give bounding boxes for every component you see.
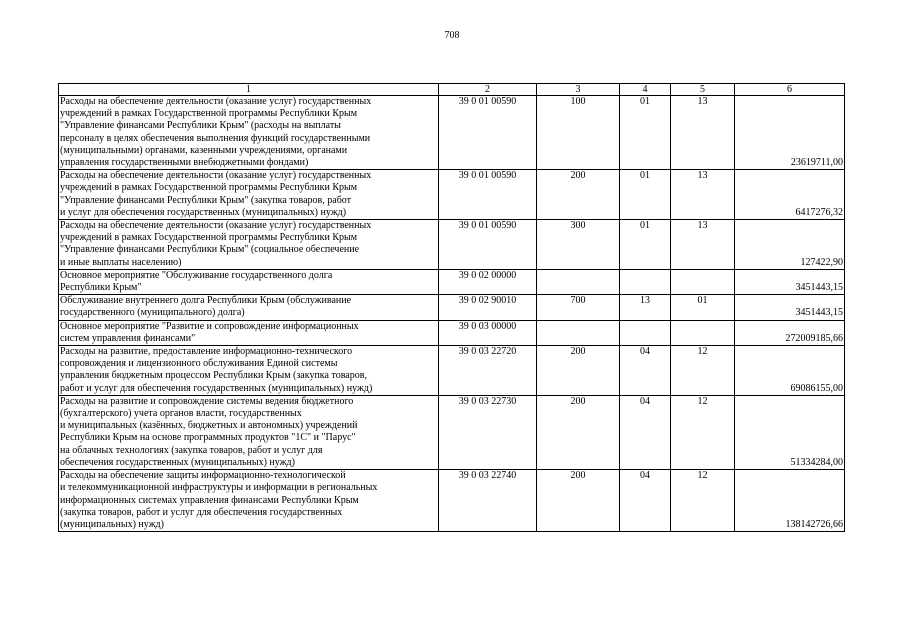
row-section: 04 <box>620 346 671 396</box>
header-col-4: 4 <box>620 84 671 96</box>
row-section: 04 <box>620 470 671 532</box>
table-row <box>59 470 845 532</box>
row-description: Расходы на обеспечение деятельности (оказание услуг) государственных учреждений в рамках Государственной программы Республики Крым "Управление финансами Республики Крым" (расходы на выплаты персоналу в целях обеспечения выполнения функций государственными (муниципальными) органами, казенными учреждениями, органами управления государственными внебюджетными фондами) <box>59 96 439 170</box>
row-expense-type: 200 <box>537 346 620 396</box>
row-section: 01 <box>620 220 671 270</box>
row-target-code: 39 0 03 22720 <box>439 346 537 396</box>
table-row <box>59 170 845 220</box>
row-amount: 51334284,00 <box>735 395 845 469</box>
row-expense-type: 300 <box>537 220 620 270</box>
row-section: 13 <box>620 295 671 320</box>
header-col-2: 2 <box>439 84 537 96</box>
row-subsection: 01 <box>671 295 735 320</box>
row-subsection: 12 <box>671 346 735 396</box>
row-subsection: 12 <box>671 470 735 532</box>
table-row <box>59 320 845 345</box>
row-amount: 6417276,32 <box>735 170 845 220</box>
table-header-row <box>59 84 845 96</box>
table-row <box>59 269 845 294</box>
row-amount: 272009185,66 <box>735 320 845 345</box>
row-amount: 127422,90 <box>735 220 845 270</box>
row-expense-type <box>537 269 620 294</box>
row-description: Расходы на обеспечение защиты информационно-технологической и телекоммуникационной инфраструктуры и информации в региональных информационных системах управления финансами Республики Крым (закупка товаров, работ и услуг для обеспечения государственных (муниципальных) нужд) <box>59 470 439 532</box>
row-description: Расходы на обеспечение деятельности (оказание услуг) государственных учреждений в рамках Государственной программы Республики Крым "Управление финансами Республики Крым" (закупка товаров, работ и услуг для обеспечения государственных (муниципальных) нужд) <box>59 170 439 220</box>
row-amount: 69086155,00 <box>735 346 845 396</box>
row-section <box>620 320 671 345</box>
row-amount: 3451443,15 <box>735 269 845 294</box>
page-number: 708 <box>444 30 460 41</box>
row-target-code: 39 0 02 00000 <box>439 269 537 294</box>
row-subsection: 12 <box>671 395 735 469</box>
row-expense-type: 200 <box>537 170 620 220</box>
row-section <box>620 269 671 294</box>
table-row <box>59 96 845 170</box>
row-description: Основное мероприятие "Развитие и сопровождение информационных систем управления финансами" <box>59 320 439 345</box>
row-expense-type <box>537 320 620 345</box>
row-section: 01 <box>620 170 671 220</box>
row-description: Расходы на развитие и сопровождение системы ведения бюджетного (бухгалтерского) учета органов власти, государственных и муниципальных (казённых, бюджетных и автономных) учреждений Республики Крым на основе программных продуктов "1С" и "Парус" на облачных технологиях (закупка товаров, работ и услуг для обеспечения государственных (муниципальных) нужд) <box>59 395 439 469</box>
row-subsection: 13 <box>671 220 735 270</box>
row-expense-type: 200 <box>537 395 620 469</box>
table-row <box>59 346 845 396</box>
row-target-code: 39 0 01 00590 <box>439 220 537 270</box>
header-col-6: 6 <box>735 84 845 96</box>
row-expense-type: 200 <box>537 470 620 532</box>
row-amount: 23619711,00 <box>735 96 845 170</box>
row-description: Расходы на развитие, предоставление информационно-технического сопровождения и лицензионного обслуживания Единой системы управления бюджетным процессом Республики Крым (закупка товаров, работ и услуг для обеспечения государственных (муниципальных) нужд) <box>59 346 439 396</box>
row-section: 04 <box>620 395 671 469</box>
row-subsection <box>671 320 735 345</box>
row-target-code: 39 0 02 90010 <box>439 295 537 320</box>
table-row <box>59 220 845 270</box>
row-target-code: 39 0 01 00590 <box>439 96 537 170</box>
header-col-3: 3 <box>537 84 620 96</box>
budget-table <box>58 83 845 532</box>
header-col-1: 1 <box>59 84 439 96</box>
row-description: Расходы на обеспечение деятельности (оказание услуг) государственных учреждений в рамках Государственной программы Республики Крым "Управление финансами Республики Крым" (социальное обеспечение и иные выплаты населению) <box>59 220 439 270</box>
row-subsection <box>671 269 735 294</box>
row-subsection: 13 <box>671 170 735 220</box>
row-target-code: 39 0 03 22730 <box>439 395 537 469</box>
row-expense-type: 700 <box>537 295 620 320</box>
row-target-code: 39 0 03 22740 <box>439 470 537 532</box>
header-col-5: 5 <box>671 84 735 96</box>
row-description: Обслуживание внутреннего долга Республики Крым (обслуживание государственного (муниципального) долга) <box>59 295 439 320</box>
row-target-code: 39 0 01 00590 <box>439 170 537 220</box>
row-amount: 138142726,66 <box>735 470 845 532</box>
row-subsection: 13 <box>671 96 735 170</box>
row-expense-type: 100 <box>537 96 620 170</box>
row-target-code: 39 0 03 00000 <box>439 320 537 345</box>
row-amount: 3451443,15 <box>735 295 845 320</box>
row-description: Основное мероприятие "Обслуживание государственного долга Республики Крым" <box>59 269 439 294</box>
table-row <box>59 395 845 469</box>
row-section: 01 <box>620 96 671 170</box>
table-row <box>59 295 845 320</box>
